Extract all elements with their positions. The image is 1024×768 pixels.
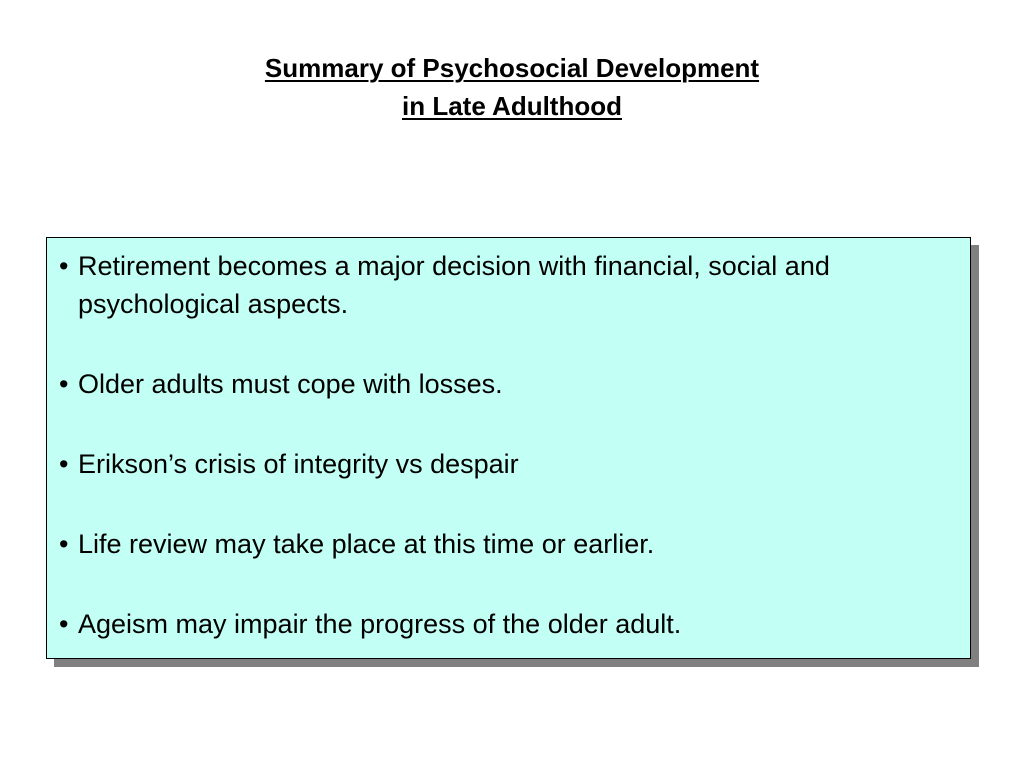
bullet-icon: • — [59, 369, 69, 399]
bullet-text: Erikson’s crisis of integrity vs despair — [78, 449, 519, 479]
slide-title-line-1: Summary of Psychosocial Development — [264, 53, 760, 83]
bullet-item — [59, 247, 964, 323]
bullet-icon: • — [59, 529, 69, 559]
bullet-list — [59, 247, 964, 643]
bullet-text: Retirement becomes a major decision with financial, social and psychological aspects. — [78, 251, 830, 319]
bullet-item — [59, 445, 964, 483]
slide-title — [0, 49, 1024, 125]
bullet-item — [59, 365, 964, 403]
bullet-text: Older adults must cope with losses. — [78, 369, 503, 399]
slide-title-line-2: in Late Adulthood — [402, 91, 622, 121]
bullet-icon: • — [59, 609, 69, 639]
bullet-item — [59, 605, 964, 643]
content-box — [46, 237, 971, 659]
bullet-icon: • — [59, 251, 69, 281]
bullet-item — [59, 525, 964, 563]
bullet-icon: • — [59, 449, 69, 479]
bullet-text: Ageism may impair the progress of the older adult. — [78, 609, 682, 639]
bullet-text: Life review may take place at this time or earlier. — [78, 529, 655, 559]
